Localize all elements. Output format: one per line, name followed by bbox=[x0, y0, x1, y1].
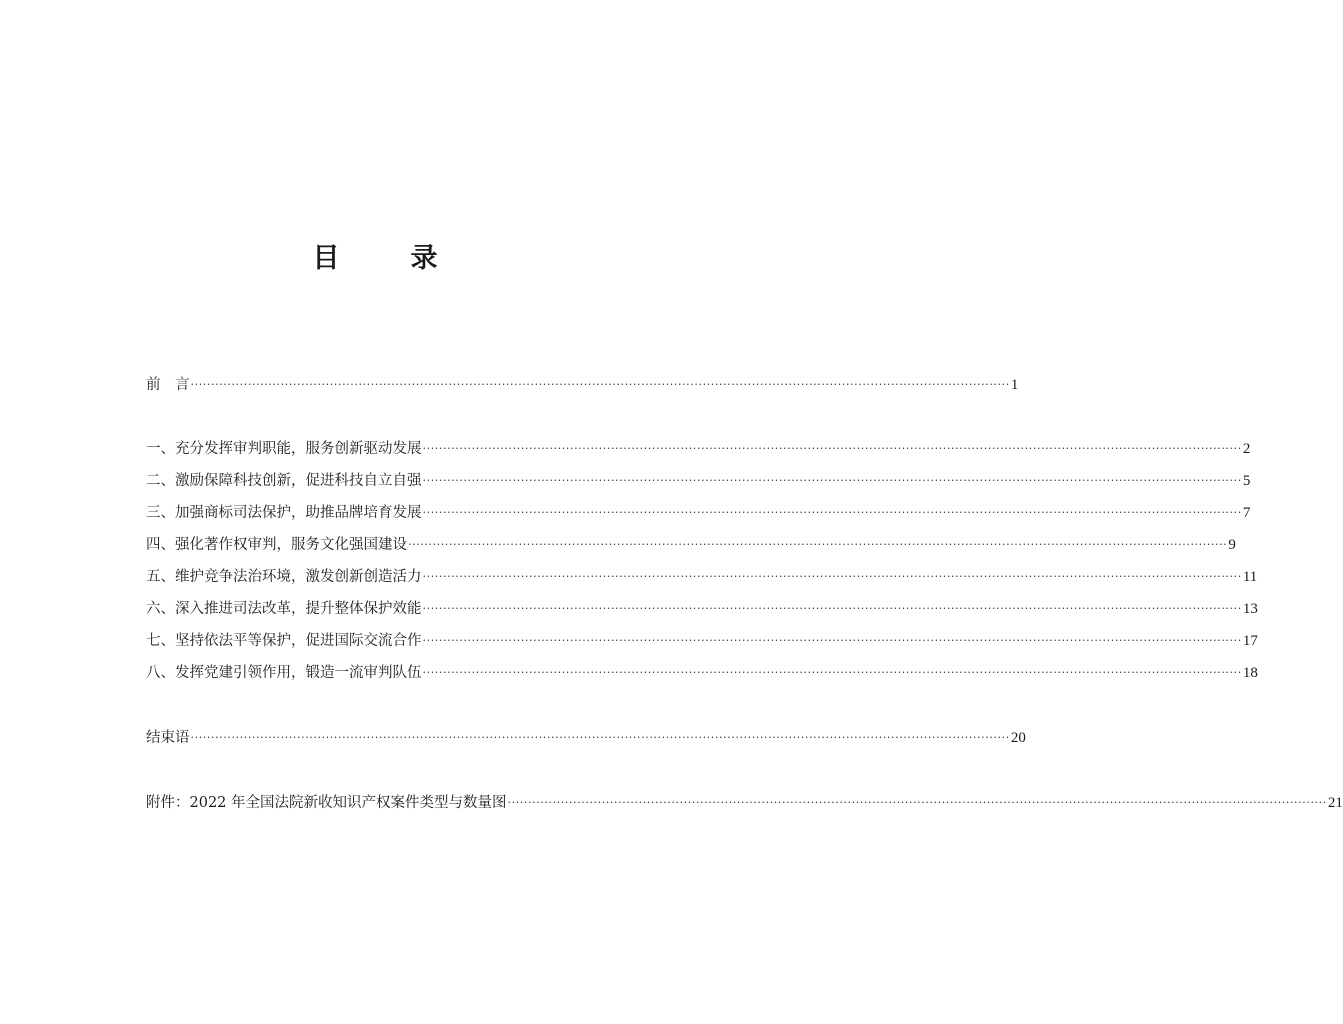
toc-page-number: 21 bbox=[1327, 795, 1343, 811]
toc-entry-label: 五、维护竞争法治环境，激发创新创造活力 bbox=[146, 569, 422, 585]
page-title: 目 录 bbox=[312, 243, 460, 274]
toc-leader-dots: ········································································································································································································ bbox=[422, 506, 1242, 519]
toc-leader-dots: ········································································································································································································ bbox=[190, 731, 1010, 744]
toc-entry-appendix bbox=[146, 792, 1343, 814]
toc-entry-label: 前 言 bbox=[146, 377, 190, 393]
toc-leader-dots: ········································································································································································································ bbox=[190, 378, 1010, 391]
toc-leader-dots: ········································································································································································································ bbox=[422, 602, 1242, 615]
toc-page-number: 5 bbox=[1242, 473, 1251, 489]
toc-entry-section-8 bbox=[146, 662, 1258, 684]
toc-entry-label: 七、坚持依法平等保护，促进国际交流合作 bbox=[146, 633, 422, 649]
toc-page-number: 11 bbox=[1242, 569, 1258, 585]
toc-leader-dots: ········································································································································································································ bbox=[507, 796, 1327, 809]
toc-page-number: 17 bbox=[1242, 633, 1258, 649]
toc-entry-label: 八、发挥党建引领作用，锻造一流审判队伍 bbox=[146, 665, 422, 681]
toc-entry-section-5 bbox=[146, 566, 1258, 588]
toc-leader-dots: ········································································································································································································ bbox=[422, 442, 1242, 455]
toc-page-number: 7 bbox=[1242, 505, 1251, 521]
toc-leader-dots: ········································································································································································································ bbox=[422, 570, 1242, 583]
toc-entry-section-1 bbox=[146, 438, 1251, 460]
toc-page-number: 1 bbox=[1010, 377, 1019, 393]
toc-page-number: 2 bbox=[1242, 441, 1251, 457]
toc-entry-section-4 bbox=[146, 534, 1236, 556]
toc-leader-dots: ········································································································································································································ bbox=[422, 666, 1242, 679]
toc-entry-section-2 bbox=[146, 470, 1251, 492]
toc-entry-label: 二、激励保障科技创新，促进科技自立自强 bbox=[146, 473, 422, 489]
toc-leader-dots: ········································································································································································································ bbox=[408, 538, 1228, 551]
toc-leader-dots: ········································································································································································································ bbox=[422, 474, 1242, 487]
toc-page-number: 18 bbox=[1242, 665, 1258, 681]
toc-entry-label: 一、充分发挥审判职能，服务创新驱动发展 bbox=[146, 441, 422, 457]
toc-entry-label: 结束语 bbox=[146, 730, 190, 746]
toc-entry-label: 附件：2022 年全国法院新收知识产权案件类型与数量图 bbox=[146, 795, 507, 811]
toc-entry-label: 三、加强商标司法保护，助推品牌培育发展 bbox=[146, 505, 422, 521]
toc-entry-section-7 bbox=[146, 630, 1258, 652]
toc-page-number: 9 bbox=[1228, 537, 1236, 553]
toc-leader-dots: ········································································································································································································ bbox=[422, 634, 1242, 647]
toc-entry-section-3 bbox=[146, 502, 1251, 524]
toc-page-number: 20 bbox=[1010, 730, 1026, 746]
toc-entry-section-6 bbox=[146, 598, 1258, 620]
toc-entry-label: 六、深入推进司法改革，提升整体保护效能 bbox=[146, 601, 422, 617]
toc-page-number: 13 bbox=[1242, 601, 1258, 617]
toc-entry-preface bbox=[146, 374, 1019, 396]
toc-entry-conclusion bbox=[146, 727, 1026, 749]
toc-entry-label: 四、强化著作权审判，服务文化强国建设 bbox=[146, 537, 407, 553]
